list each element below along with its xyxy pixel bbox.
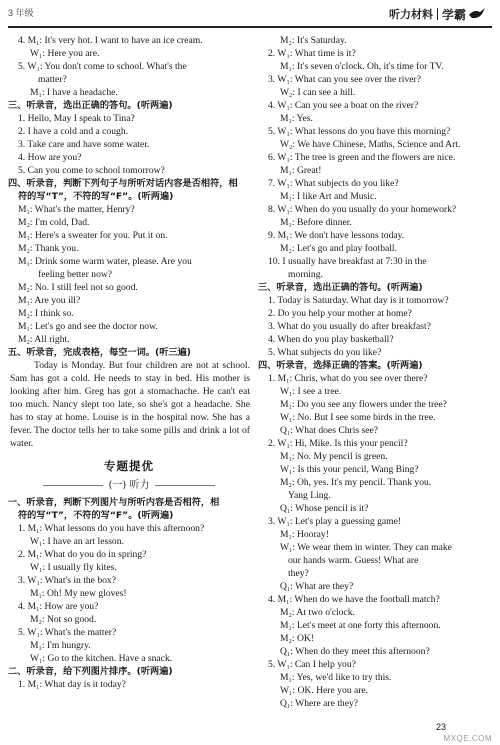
- text-line: M₁: Here's a sweater for you. Put it on.: [18, 230, 168, 241]
- text-line: M₂: I think so.: [18, 308, 74, 319]
- text-line: 6. W₁: The tree is green and the flowers are nice.: [268, 152, 456, 163]
- text-line: Yang Ling.: [288, 490, 331, 501]
- text-line: 5. W₁: Can I help you?: [268, 659, 356, 670]
- text-line: M₁: Drink some warm water, please. Are you: [18, 256, 192, 267]
- text-line: feeling better now?: [38, 269, 113, 280]
- page-header: [0, 0, 500, 30]
- text-line: 3. What do you usually do after breakfast?: [268, 321, 431, 332]
- text-line: M₂: Thank you.: [18, 243, 79, 254]
- text-line: W₁: We wear them in winter. They can make: [280, 542, 452, 553]
- section-heading: 一、听录音，判断下列图片与所听内容是否相符，相: [8, 497, 220, 508]
- text-line: M₁: Great!: [280, 165, 322, 176]
- text-line: W₂: I can see a hill.: [280, 87, 356, 98]
- text-line: 9. M₁: We don't have lessons today.: [268, 230, 405, 241]
- text-line: M₂: At two o'clock.: [280, 607, 355, 618]
- text-line: morning.: [288, 269, 323, 280]
- page-number: 23: [436, 722, 447, 732]
- special-topic-title: 专题提优: [104, 459, 154, 473]
- text-line: M₁: Do you see any flowers under the tree?: [280, 399, 447, 410]
- text-line: M₁: Yes, we'd like to try this.: [280, 672, 392, 683]
- text-line: M₂: No. I still feel not so good.: [18, 282, 138, 293]
- section-heading: 符的写“T”，不符的写“F”。(听两遍): [18, 191, 174, 202]
- text-line: M₁: What's the matter, Henry?: [18, 204, 135, 215]
- watermark: MXQE.COM: [443, 734, 492, 743]
- bird-logo-icon: [468, 7, 486, 21]
- text-line: 5. W₁: What's the matter?: [18, 627, 117, 638]
- text-line: 3. W₁: What's in the box?: [18, 575, 116, 586]
- text-line: 4. W₁: Can you see a boat on the river?: [268, 100, 419, 111]
- text-line: 1. Hello, May I speak to Tina?: [18, 113, 135, 124]
- left-lines-block-2: [8, 496, 250, 691]
- text-line: 2. Do you help your mother at home?: [268, 308, 412, 319]
- subtitle-rule-left: [43, 485, 103, 486]
- text-line: 2. W₁: Hi, Mike. Is this your pencil?: [268, 438, 408, 449]
- text-line: 7. W₁: What subjects do you like?: [268, 178, 399, 189]
- section-heading: 三、听录音，选出正确的答句。(听两遍): [8, 100, 173, 111]
- text-line: M₁: Oh! My new gloves!: [30, 588, 127, 599]
- text-line: 5. Can you come to school tomorrow?: [18, 165, 165, 176]
- header-right: [389, 4, 486, 24]
- text-line: 4. M₁: It's very hot. I want to have an ice cream.: [18, 35, 203, 46]
- text-line: 4. M₁: How are you?: [18, 601, 99, 612]
- text-line: 1. M₁: Chris, what do you see over there?: [268, 373, 428, 384]
- subtitle-rule-right: [155, 485, 215, 486]
- section-heading: 符的写“T”，不符的写“F”。(听两遍): [18, 510, 174, 521]
- text-line: W₁: Go to the kitchen. Have a snack.: [30, 653, 173, 664]
- text-line: 5. What subjects do you like?: [268, 347, 382, 358]
- text-line: 1. M₁: What lessons do you have this afternoon?: [18, 523, 205, 534]
- right-column: [258, 34, 494, 710]
- text-line: M₂: It's Saturday.: [280, 35, 347, 46]
- text-line: M₁: I like Art and Music.: [280, 191, 377, 202]
- text-line: M₂: I'm cold, Dad.: [18, 217, 90, 228]
- reading-paragraph: Today is Monday. But four children are not at school. Sam has got a cold. He needs to stay in bed. His mother is looking after him. Greg has got a stomachache. He can't eat too much. Nancy slept too late, so she's got a headache. She has to stay at home. Louise is in the hospital now. She has a fever. The doctor tells her to take some pills and drink a lot of water.: [10, 360, 250, 449]
- text-line: 2. I have a cold and a cough.: [18, 126, 129, 137]
- listening-subtitle: [8, 479, 250, 492]
- text-line: matter?: [38, 74, 67, 85]
- text-line: W₁: I usually fly kites.: [30, 562, 117, 573]
- text-line: W₂: We have Chinese, Maths, Science and Art.: [280, 139, 461, 150]
- grade-tag: 3 年级: [8, 8, 34, 18]
- brand-label: 学霸: [441, 7, 466, 22]
- text-line: 3. Take care and have some water.: [18, 139, 150, 150]
- text-line: 4. When do you play basketball?: [268, 334, 394, 345]
- text-line: 10. I usually have breakfast at 7:30 in the: [268, 256, 427, 267]
- subtitle-text: (一) 听力: [108, 480, 150, 491]
- header-separator: [437, 8, 438, 20]
- text-line: 1. Today is Saturday. What day is it tomorrow?: [268, 295, 449, 306]
- header-rule: [8, 26, 492, 28]
- text-line: M₂: Let's go and play football.: [280, 243, 397, 254]
- section-label: 听力材料: [388, 8, 433, 21]
- text-line: M₁: No. My pencil is green.: [280, 451, 388, 462]
- section-heading: 四、听录音，判断下列句子与所听对话内容是否相符，相: [8, 178, 238, 189]
- section-heading: 二、听录音，给下列图片排序。(听两遍): [8, 666, 173, 677]
- text-line: M₁: Before dinner.: [280, 217, 352, 228]
- text-line: 8. W₁: When do you usually do your homework?: [268, 204, 457, 215]
- text-line: W₁: OK. Here you are.: [280, 685, 369, 696]
- text-line: W₁: No. But I see some birds in the tree.: [280, 412, 436, 423]
- text-line: M₁: It's seven o'clock. Oh, it's time for TV.: [280, 61, 444, 72]
- text-line: Q₁: Where are they?: [280, 698, 359, 709]
- left-lines-block: [8, 34, 250, 359]
- section-heading: 五、听录音，完成表格，每空一词。(听三遍): [8, 347, 191, 358]
- text-line: M₁: Are you ill?: [18, 295, 81, 306]
- text-line: 2. M₁: What do you do in spring?: [18, 549, 147, 560]
- text-line: Q₁: When do they meet this afternoon?: [280, 646, 430, 657]
- text-line: W₁: Here you are.: [30, 48, 100, 59]
- text-line: M₂: All right.: [18, 334, 70, 345]
- text-line: 3. W₁: Let's play a guessing game!: [268, 516, 402, 527]
- text-line: they?: [288, 568, 309, 579]
- text-line: Q₁: Whose pencil is it?: [280, 503, 369, 514]
- text-line: M₁: Yes.: [280, 113, 313, 124]
- left-column: [8, 34, 250, 691]
- text-line: M₁: Let's go and see the doctor now.: [18, 321, 158, 332]
- text-line: 1. M₁: What day is it today?: [18, 679, 126, 690]
- section-heading: 三、听录音，选出正确的答句。(听两遍): [258, 282, 423, 293]
- text-line: Q₁: What does Chris see?: [280, 425, 379, 436]
- text-line: 5. W₁: You don't come to school. What's the: [18, 61, 187, 72]
- text-line: Q₁: What are they?: [280, 581, 354, 592]
- text-line: M₁: Let's meet at one forty this afternoon.: [280, 620, 441, 631]
- text-line: 5. W₁: What lessons do you have this morning?: [268, 126, 451, 137]
- text-line: M₂: Oh, yes. It's my pencil. Thank you.: [280, 477, 432, 488]
- text-line: 4. How are you?: [18, 152, 82, 163]
- text-line: W₁: I see a tree.: [280, 386, 342, 397]
- text-line: M₁: Hooray!: [280, 529, 329, 540]
- text-line: W₁: I have an art lesson.: [30, 536, 124, 547]
- right-lines-block: [258, 34, 494, 710]
- text-line: M₂: OK!: [280, 633, 314, 644]
- text-line: 4. M₁: When do we have the football match?: [268, 594, 440, 605]
- text-line: M₁: I have a headache.: [30, 87, 118, 98]
- section-heading: 四、听录音，选择正确的答案。(听两遍): [258, 360, 423, 371]
- text-line: M₁: I'm hungry.: [30, 640, 91, 651]
- text-line: W₁: Is this your pencil, Wang Bing?: [280, 464, 419, 475]
- text-line: our hands warm. Guess! What are: [288, 555, 419, 566]
- text-line: M₂: Not so good.: [30, 614, 97, 625]
- text-line: 2. W₁: What time is it?: [268, 48, 356, 59]
- text-line: 3. W₁: What can you see over the river?: [268, 74, 421, 85]
